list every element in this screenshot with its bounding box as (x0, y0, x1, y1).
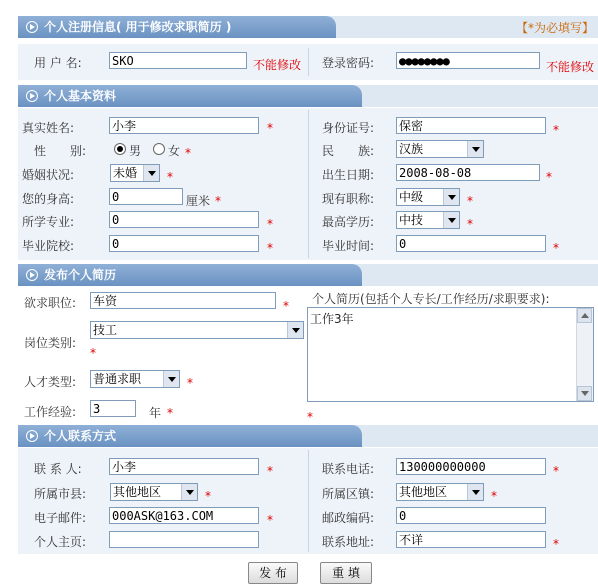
email-label: 电子邮件: (34, 511, 87, 525)
nation-select[interactable] (396, 140, 484, 158)
intro-label: 个人简历(包括个人专长/工作经历/求职要求): (312, 292, 550, 306)
town-label: 所属区镇: (322, 487, 375, 501)
id-label: 身份证号: (322, 121, 375, 135)
required-star: * (553, 123, 559, 137)
home-field[interactable] (109, 531, 259, 548)
chevron-down-icon (181, 484, 197, 500)
gender-female-text: 女 (168, 144, 181, 158)
password-note: 不能修改 (546, 60, 595, 74)
name-label: 真实姓名: (22, 121, 75, 135)
person-label: 联 系 人: (34, 462, 82, 476)
submit-button[interactable]: 发 布 (248, 562, 298, 584)
username-label: 用 户 名: (34, 56, 82, 70)
category-label: 岗位类别: (24, 336, 77, 350)
height-unit: 厘米 (186, 194, 211, 208)
city-select[interactable] (110, 483, 198, 501)
person-field[interactable]: 小李 (109, 458, 259, 475)
scroll-up-icon[interactable] (577, 308, 592, 323)
height-field[interactable]: 0 (109, 188, 183, 205)
edu-select[interactable] (396, 211, 460, 229)
required-star: * (553, 464, 559, 478)
city-select-value: 其他地区 (113, 485, 162, 499)
scroll-down-icon[interactable] (577, 386, 592, 401)
required-star: * (283, 299, 289, 313)
grad-field[interactable]: 0 (396, 235, 546, 252)
chevron-down-icon (467, 141, 483, 157)
username-note: 不能修改 (253, 58, 302, 72)
required-star: * (307, 410, 313, 424)
gender-female-radio[interactable] (153, 143, 165, 155)
required-note: 【*为必填写】 (516, 21, 595, 35)
section-header-registration (18, 16, 598, 38)
home-label: 个人主页: (34, 535, 87, 549)
email-field[interactable]: 000ASK@163.COM (109, 507, 259, 524)
chevron-down-icon (163, 371, 179, 387)
section-title: 个人联系方式 (44, 429, 117, 443)
birth-label: 出生日期: (322, 168, 375, 182)
required-star: * (546, 170, 552, 184)
required-star: * (185, 146, 191, 160)
scrollbar[interactable] (576, 308, 593, 401)
marriage-select-value: 未婚 (113, 166, 138, 180)
required-star: * (267, 241, 273, 255)
major-field[interactable]: 0 (109, 211, 259, 228)
divider (308, 110, 309, 258)
section-subtitle: ( 用于修改求职简历 ) (116, 20, 232, 34)
play-circle-icon (26, 269, 38, 281)
section-header-resume (18, 264, 598, 286)
required-star: * (90, 346, 96, 360)
category-select-value: 技工 (93, 323, 118, 337)
gender-male-text: 男 (129, 144, 142, 158)
town-select[interactable] (396, 483, 484, 501)
required-star: * (267, 464, 273, 478)
position-field[interactable]: 车资 (90, 292, 276, 309)
divider (308, 48, 309, 76)
zip-label: 邮政编码: (322, 511, 375, 525)
chevron-down-icon (287, 322, 303, 338)
required-star: * (267, 121, 273, 135)
password-field[interactable]: ●●●●●●●● (396, 52, 540, 69)
title-label: 现有职称: (322, 192, 375, 206)
password-label: 登录密码: (322, 56, 375, 70)
city-label: 所属市县: (34, 487, 87, 501)
chevron-down-icon (467, 484, 483, 500)
marriage-select[interactable] (110, 164, 160, 182)
section-title: 发布个人简历 (44, 268, 117, 282)
section-header-contact (18, 425, 598, 447)
school-field[interactable]: 0 (109, 235, 259, 252)
name-field[interactable]: 小李 (109, 117, 259, 134)
section-header-basic (18, 85, 598, 107)
nation-select-value: 汉族 (399, 142, 424, 156)
section-title: 个人注册信息 (44, 20, 117, 34)
required-star: * (467, 217, 473, 231)
title-select-value: 中级 (399, 190, 424, 204)
exp-label: 工作经验: (24, 405, 77, 419)
talent-select-value: 普通求职 (93, 372, 142, 386)
required-star: * (205, 489, 211, 503)
nation-label: 民 族: (322, 144, 375, 158)
title-select[interactable] (396, 188, 460, 206)
required-star: * (467, 194, 473, 208)
gender-label: 性 别: (34, 144, 87, 158)
required-star: * (553, 537, 559, 551)
required-star: * (215, 194, 221, 208)
required-star: * (491, 489, 497, 503)
addr-field[interactable]: 不详 (396, 531, 546, 548)
reset-button[interactable]: 重 填 (320, 562, 372, 584)
required-star: * (167, 406, 173, 420)
required-star: * (187, 376, 193, 390)
position-label: 欲求职位: (24, 296, 77, 310)
addr-label: 联系地址: (322, 535, 375, 549)
id-field[interactable]: 保密 (396, 117, 546, 134)
edu-select-value: 中技 (399, 213, 424, 227)
play-circle-icon (26, 430, 38, 442)
intro-textarea[interactable] (307, 307, 594, 402)
chevron-down-icon (443, 212, 459, 228)
edu-label: 最高学历: (322, 215, 375, 229)
exp-unit: 年 (149, 406, 162, 420)
school-label: 毕业院校: (22, 239, 75, 253)
marriage-label: 婚姻状况: (22, 168, 75, 182)
zip-field[interactable]: 0 (396, 507, 546, 524)
required-star: * (553, 241, 559, 255)
required-star: * (167, 170, 173, 184)
play-circle-icon (26, 90, 38, 102)
play-circle-icon (26, 21, 38, 33)
intro-text: 工作3年 (310, 312, 354, 326)
required-star: * (267, 217, 273, 231)
chevron-down-icon (143, 165, 159, 181)
username-field[interactable]: SKO (109, 52, 247, 69)
grad-label: 毕业时间: (322, 239, 375, 253)
talent-select[interactable] (90, 370, 180, 388)
exp-field[interactable]: 3 (90, 400, 136, 417)
phone-field[interactable]: 130000000000 (396, 458, 546, 475)
birth-field[interactable]: 2008-08-08 (396, 164, 540, 181)
major-label: 所学专业: (22, 215, 75, 229)
phone-label: 联系电话: (322, 462, 375, 476)
gender-male-radio[interactable] (114, 143, 126, 155)
category-select[interactable] (90, 321, 304, 339)
talent-label: 人才类型: (24, 375, 77, 389)
required-star: * (267, 513, 273, 527)
town-select-value: 其他地区 (399, 485, 448, 499)
section-title: 个人基本资料 (44, 89, 117, 103)
divider (308, 450, 309, 552)
chevron-down-icon (443, 189, 459, 205)
height-label: 您的身高: (22, 192, 75, 206)
